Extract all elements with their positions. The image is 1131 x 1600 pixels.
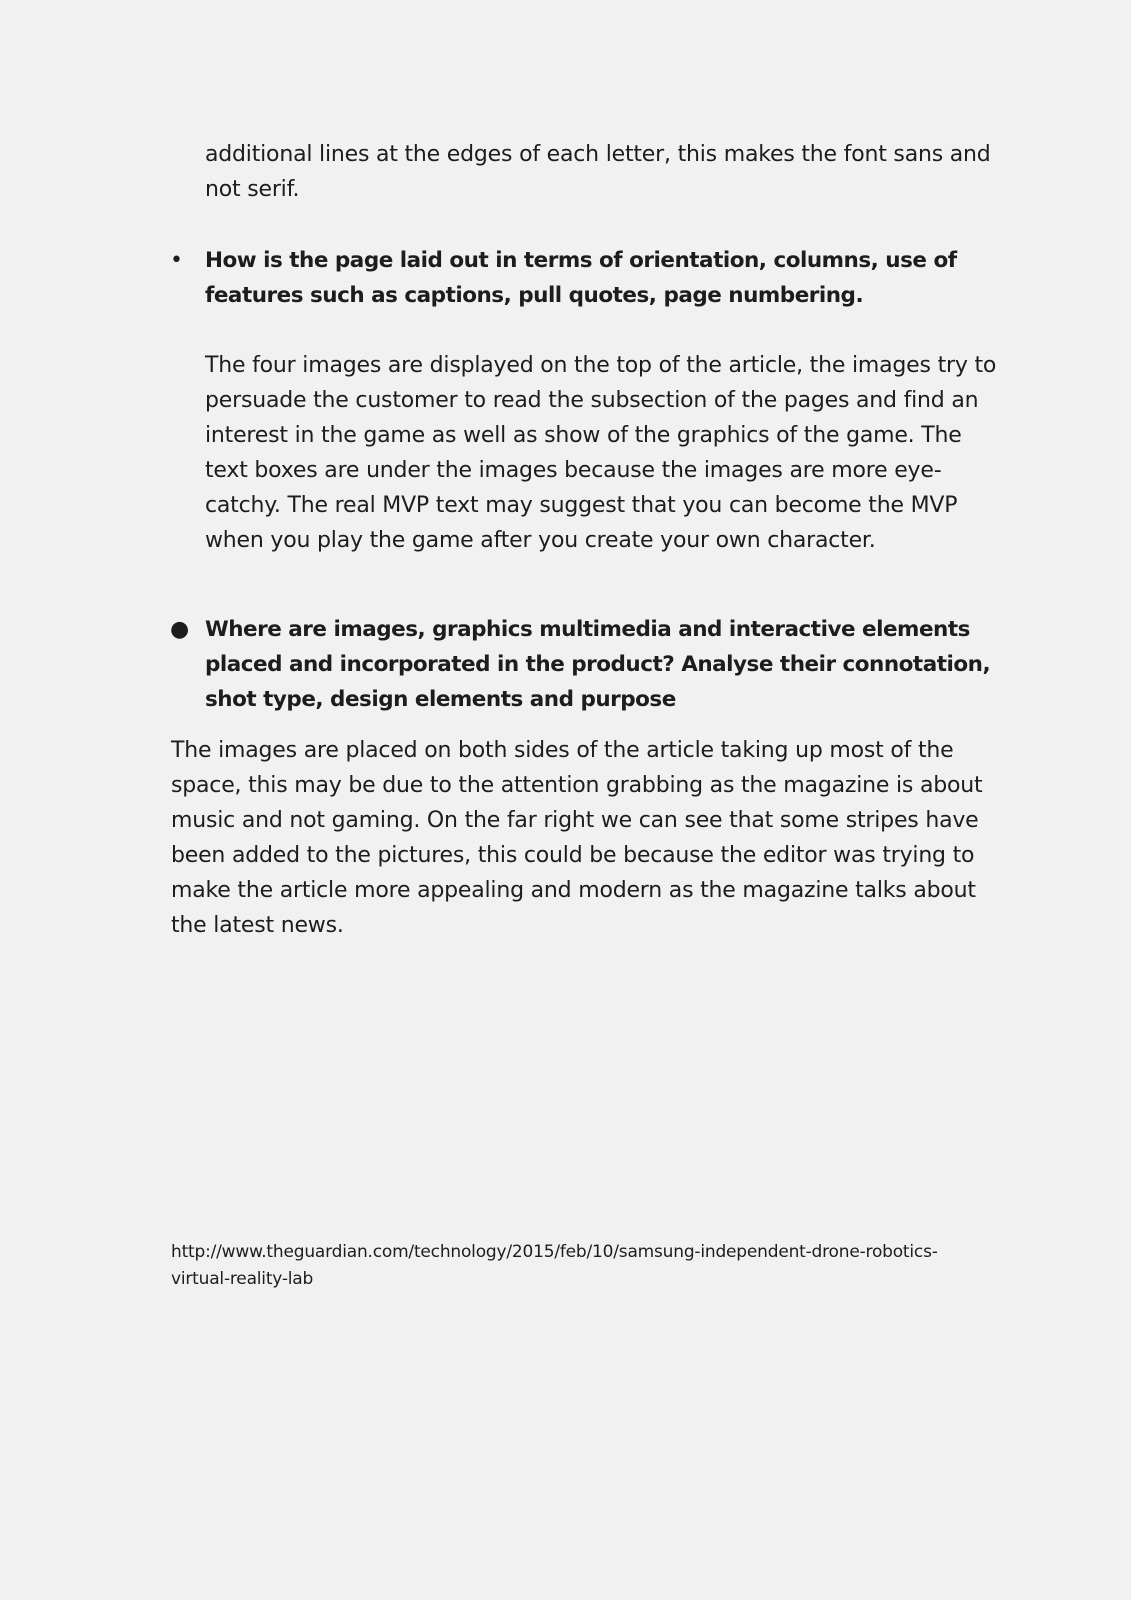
intro-line: additional lines at the edges of each letter, this makes the font sans and bbox=[205, 142, 991, 167]
bullet-2: ● bbox=[170, 617, 190, 642]
section2-answer-line: The images are placed on both sides of the article taking up most of the bbox=[171, 738, 954, 763]
section1-answer-line: text boxes are under the images because the images are more eye- bbox=[205, 458, 942, 483]
section1-answer-line: when you play the game after you create your own character. bbox=[205, 528, 876, 553]
bullet-1: • bbox=[170, 248, 183, 273]
intro-line: not serif. bbox=[205, 177, 300, 202]
section2-answer-line: the latest news. bbox=[171, 913, 344, 938]
reference-url-line: http://www.theguardian.com/technology/2015/feb/10/samsung-independent-drone-robotics- bbox=[171, 1242, 938, 1262]
section2-question-line: Where are images, graphics multimedia and interactive elements bbox=[205, 617, 970, 642]
section2-answer-line: space, this may be due to the attention grabbing as the magazine is about bbox=[171, 773, 983, 798]
section2-answer-line: been added to the pictures, this could be because the editor was trying to bbox=[171, 843, 975, 868]
section2-answer-line: make the article more appealing and modern as the magazine talks about bbox=[171, 878, 976, 903]
section2-question-line: shot type, design elements and purpose bbox=[205, 687, 676, 712]
section1-answer-line: persuade the customer to read the subsection of the pages and find an bbox=[205, 388, 979, 413]
section1-question-line: features such as captions, pull quotes, page numbering. bbox=[205, 283, 864, 308]
section1-answer-line: catchy. The real MVP text may suggest that you can become the MVP bbox=[205, 493, 958, 518]
section1-answer-line: The four images are displayed on the top of the article, the images try to bbox=[205, 353, 997, 378]
section1-question-line: How is the page laid out in terms of orientation, columns, use of bbox=[205, 248, 957, 273]
section2-question-line: placed and incorporated in the product? Analyse their connotation, bbox=[205, 652, 991, 677]
section2-answer-line: music and not gaming. On the far right we can see that some stripes have bbox=[171, 808, 979, 833]
section1-answer-line: interest in the game as well as show of the graphics of the game. The bbox=[205, 423, 962, 448]
reference-url-line: virtual-reality-lab bbox=[171, 1269, 314, 1289]
